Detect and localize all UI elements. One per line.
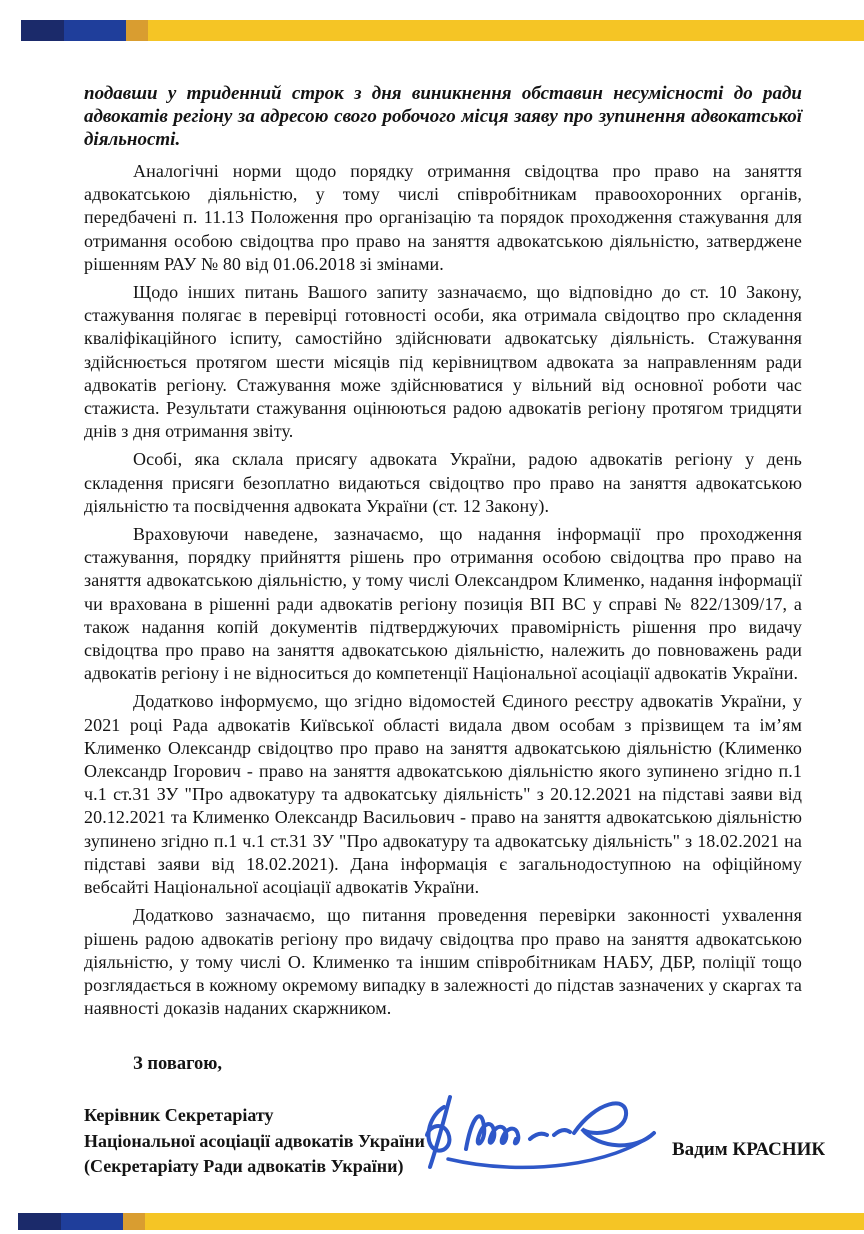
salutation: З повагою, <box>133 1054 223 1075</box>
signer-name: Вадим КРАСНИК <box>672 1139 826 1161</box>
band-segment-blue <box>64 20 126 41</box>
signer-title-line: Керівник Секретаріату <box>84 1105 274 1126</box>
body-paragraph: Особі, яка склала присягу адвоката України, радою адвокатів регіону у день складення присяги безоплатно видаються свідоцтво про право на заняття адвокатською діяльністю та посвідчення адвоката України (ст. 12 Закону). <box>84 449 802 516</box>
body-paragraph: Щодо інших питань Вашого запиту зазначаємо, що відповідно до ст. 10 Закону, стажування полягає в перевірці готовності особи, яка отримала свідоцтво про складення кваліфікаційного іспиту, самостійно здійснювати адвокатську діяльність. Стажування здійснюється протягом шести місяців під керівництвом адвоката за направленням ради адвокатів регіону. Стажування може здійснюватися у вільний від основної роботи час стажиста. Результати стажування оцінюються радою адвокатів регіону протягом тридцяти днів з дня отримання звіту. <box>84 282 802 442</box>
band-segment-gold <box>126 20 148 41</box>
footer-flag-band <box>18 1213 864 1230</box>
signer-title <box>84 1103 464 1180</box>
band-segment-blue <box>61 1213 123 1230</box>
band-segment-yellow <box>145 1213 864 1230</box>
body-paragraph: Аналогічні норми щодо порядку отримання свідоцтва про право на заняття адвокатською діяльністю, у тому числі співробітникам правоохоронних органів, передбачені п. 11.13 Положення про організацію та порядок проходження стажування для отримання особою свідоцтва про право на заняття адвокатською діяльністю, затверджене рішенням РАУ № 80 від 01.06.2018 зі змінами. <box>84 161 802 274</box>
signer-title-line: Національної асоціації адвокатів України <box>84 1130 425 1151</box>
signature-block <box>84 1103 826 1223</box>
header-flag-band <box>21 20 864 41</box>
letter-body <box>84 82 826 1223</box>
band-segment-navy <box>18 1213 61 1230</box>
body-paragraph: Додатково зазначаємо, що питання проведення перевірки законності ухвалення рішень радою адвокатів регіону про видачу свідоцтва про право на заняття адвокатською діяльністю, у тому числі О. Клименко та іншим співробітникам НАБУ, ДБР, поліції тощо розглядається в кожному окремому випадку в залежності до підстав зазначених у скаргах та наявності доказів наданих скаржником. <box>84 905 802 1019</box>
handwritten-signature-image <box>414 1085 674 1195</box>
band-segment-yellow <box>148 20 864 41</box>
band-segment-gold <box>123 1213 145 1230</box>
body-paragraph: Враховуючи наведене, зазначаємо, що надання інформації про проходження стажування, порядку прийняття рішень про отримання особою свідоцтва про право на заняття адвокатською діяльністю, у тому числі Олександром Клименко, надання інформації чи врахована в рішенні ради адвокатів регіону позиція ВП ВС у справі № 822/1309/17, а також надання копій документів підтверджуючих правомірність рішення про видачу свідоцтва про право на заняття адвокатською діяльністю, належить до повноважень ради адвокатів регіону і не відноситься до компетенції Національної асоціації адвокатів України. <box>84 524 802 684</box>
signer-title-line: (Секретаріату Ради адвокатів України) <box>84 1156 404 1177</box>
intro-paragraph: подавши у триденний строк з дня виникнення обставин несумісності до ради адвокатів регіону за адресою свого робочого місця заяву про зупинення адвокатської діяльності. <box>84 83 802 150</box>
body-paragraph: Додатково інформуємо, що згідно відомостей Єдиного реєстру адвокатів України, у 2021 році Рада адвокатів Київської області видала двом особам з прізвищем та ім’ям Клименко Олександр свідоцтво про право на заняття адвокатською діяльністю (Клименко Олександр Ігорович - право на заняття адвокатською діяльністю якого зупинено згідно п.1 ч.1 ст.31 ЗУ "Про адвокатуру та адвокатську діяльність" з 20.12.2021 на підставі заяви від 20.12.2021 та Клименко Олександр Васильович - право на заняття адвокатською діяльністю зупинено згідно п.1 ч.1 ст.31 ЗУ "Про адвокатуру та адвокатську діяльність" з 18.02.2021 на підставі заяви від 18.02.2021). Дана інформація є загальнодоступною на офіційному вебсайті Національної асоціації адвокатів України. <box>84 691 802 898</box>
band-segment-navy <box>21 20 64 41</box>
